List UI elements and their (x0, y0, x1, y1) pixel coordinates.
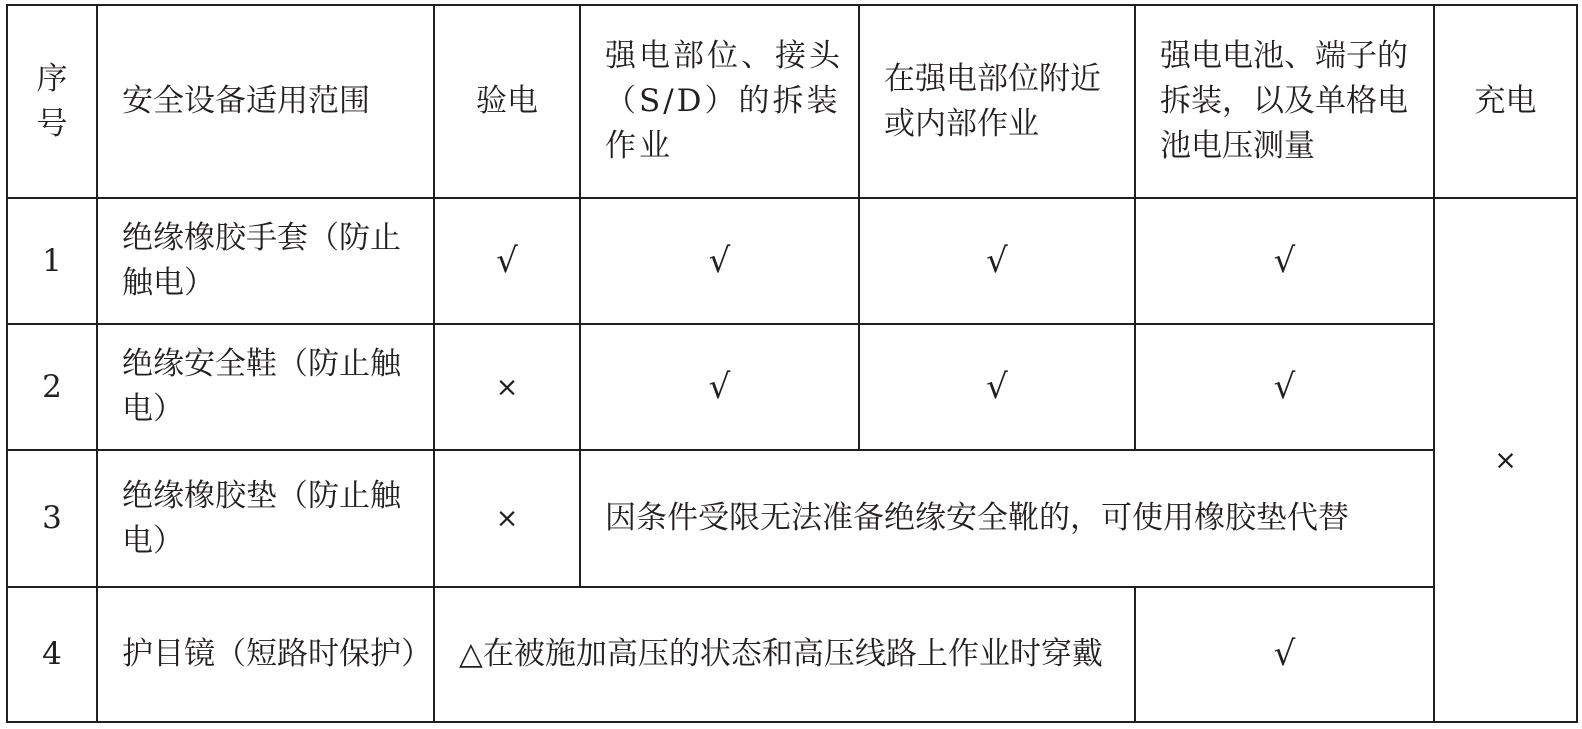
check-mark: √ (1135, 324, 1434, 450)
merged-note: △在被施加高压的状态和高压线路上作业时穿戴 (434, 587, 1135, 722)
check-mark: √ (434, 198, 580, 324)
header-voltage-test: 验电 (434, 5, 580, 198)
header-index: 序号 (7, 5, 97, 198)
safety-equipment-table (6, 4, 1578, 723)
table-row (7, 324, 1577, 450)
equipment-name: 护目镜（短路时保护） (97, 587, 434, 722)
table-row (7, 450, 1577, 587)
check-mark: √ (580, 198, 859, 324)
row-number: 4 (7, 587, 97, 722)
equipment-name: 绝缘橡胶手套（防止触电） (97, 198, 434, 324)
header-row (7, 5, 1577, 198)
check-mark: √ (859, 324, 1135, 450)
merged-note: 因条件受限无法准备绝缘安全靴的，可使用橡胶垫代替 (580, 450, 1434, 587)
table-row (7, 198, 1577, 324)
row-number: 3 (7, 450, 97, 587)
equipment-name: 绝缘橡胶垫（防止触电） (97, 450, 434, 587)
header-connector-work: 强电部位、接头（S/D）的拆装作业 (580, 5, 859, 198)
header-battery-work: 强电电池、端子的拆装，以及单格电池电压测量 (1135, 5, 1434, 198)
header-charging: 充电 (1434, 5, 1577, 198)
table-row (7, 587, 1577, 722)
check-mark: √ (1135, 198, 1434, 324)
row-number: 2 (7, 324, 97, 450)
check-mark: √ (859, 198, 1135, 324)
cross-mark: × (434, 450, 580, 587)
header-scope: 安全设备适用范围 (97, 5, 434, 198)
check-mark: √ (1135, 587, 1434, 722)
row-number: 1 (7, 198, 97, 324)
equipment-name: 绝缘安全鞋（防止触电） (97, 324, 434, 450)
charging-merged-cell: × (1434, 198, 1577, 722)
header-nearby-work: 在强电部位附近或内部作业 (859, 5, 1135, 198)
cross-mark: × (434, 324, 580, 450)
check-mark: √ (580, 324, 859, 450)
